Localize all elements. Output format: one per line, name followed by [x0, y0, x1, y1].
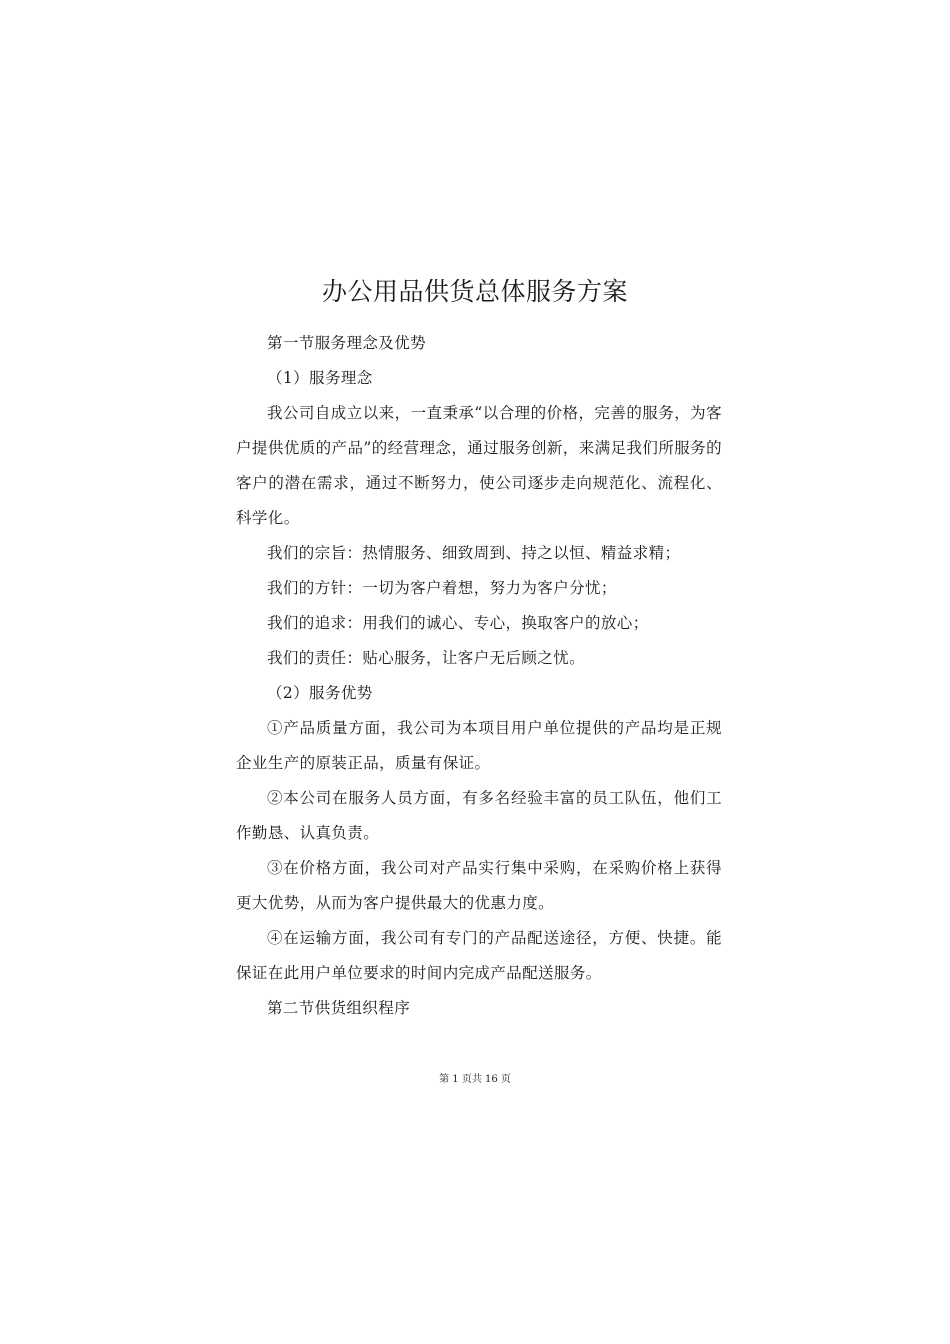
subsection-heading: （1）服务理念	[267, 369, 373, 387]
paragraph: 我们的追求：用我们的诚心、专心，换取客户的放心；	[267, 614, 649, 632]
list-item: ①产品质量方面，我公司为本项目用户单位提供的产品均是正规企业生产的原装正品，质量有保证。	[236, 719, 722, 772]
document-body	[236, 326, 722, 1026]
subsection-heading: （2）服务优势	[267, 684, 373, 702]
paragraph: 我们的方针：一切为客户着想，努力为客户分忧；	[267, 579, 617, 597]
document-title: 办公用品供货总体服务方案	[321, 277, 628, 306]
section-heading: 第一节服务理念及优势	[267, 334, 427, 352]
section-heading: 第二节供货组织程序	[267, 999, 411, 1017]
paragraph: 我们的宗旨：热情服务、细致周到、持之以恒、精益求精；	[267, 544, 681, 562]
paragraph: 我们的责任：贴心服务，让客户无后顾之忧。	[267, 649, 586, 667]
list-item: ④在运输方面，我公司有专门的产品配送途径，方便、快捷。能保证在此用户单位要求的时间内完成产品配送服务。	[236, 929, 722, 982]
paragraph: 我公司自成立以来，一直秉承“以合理的价格，完善的服务，为客户提供优质的产品”的经营理念，通过服务创新，来满足我们所服务的客户的潜在需求，通过不断努力，使公司逐步走向规范化、流程化、科学化。	[236, 404, 722, 527]
page-footer: 第 1 页共 16 页	[439, 1074, 511, 1085]
list-item: ③在价格方面，我公司对产品实行集中采购，在采购价格上获得更大优势，从而为客户提供最大的优惠力度。	[236, 859, 722, 912]
list-item: ②本公司在服务人员方面，有多名经验丰富的员工队伍，他们工作勤恳、认真负责。	[236, 789, 722, 842]
